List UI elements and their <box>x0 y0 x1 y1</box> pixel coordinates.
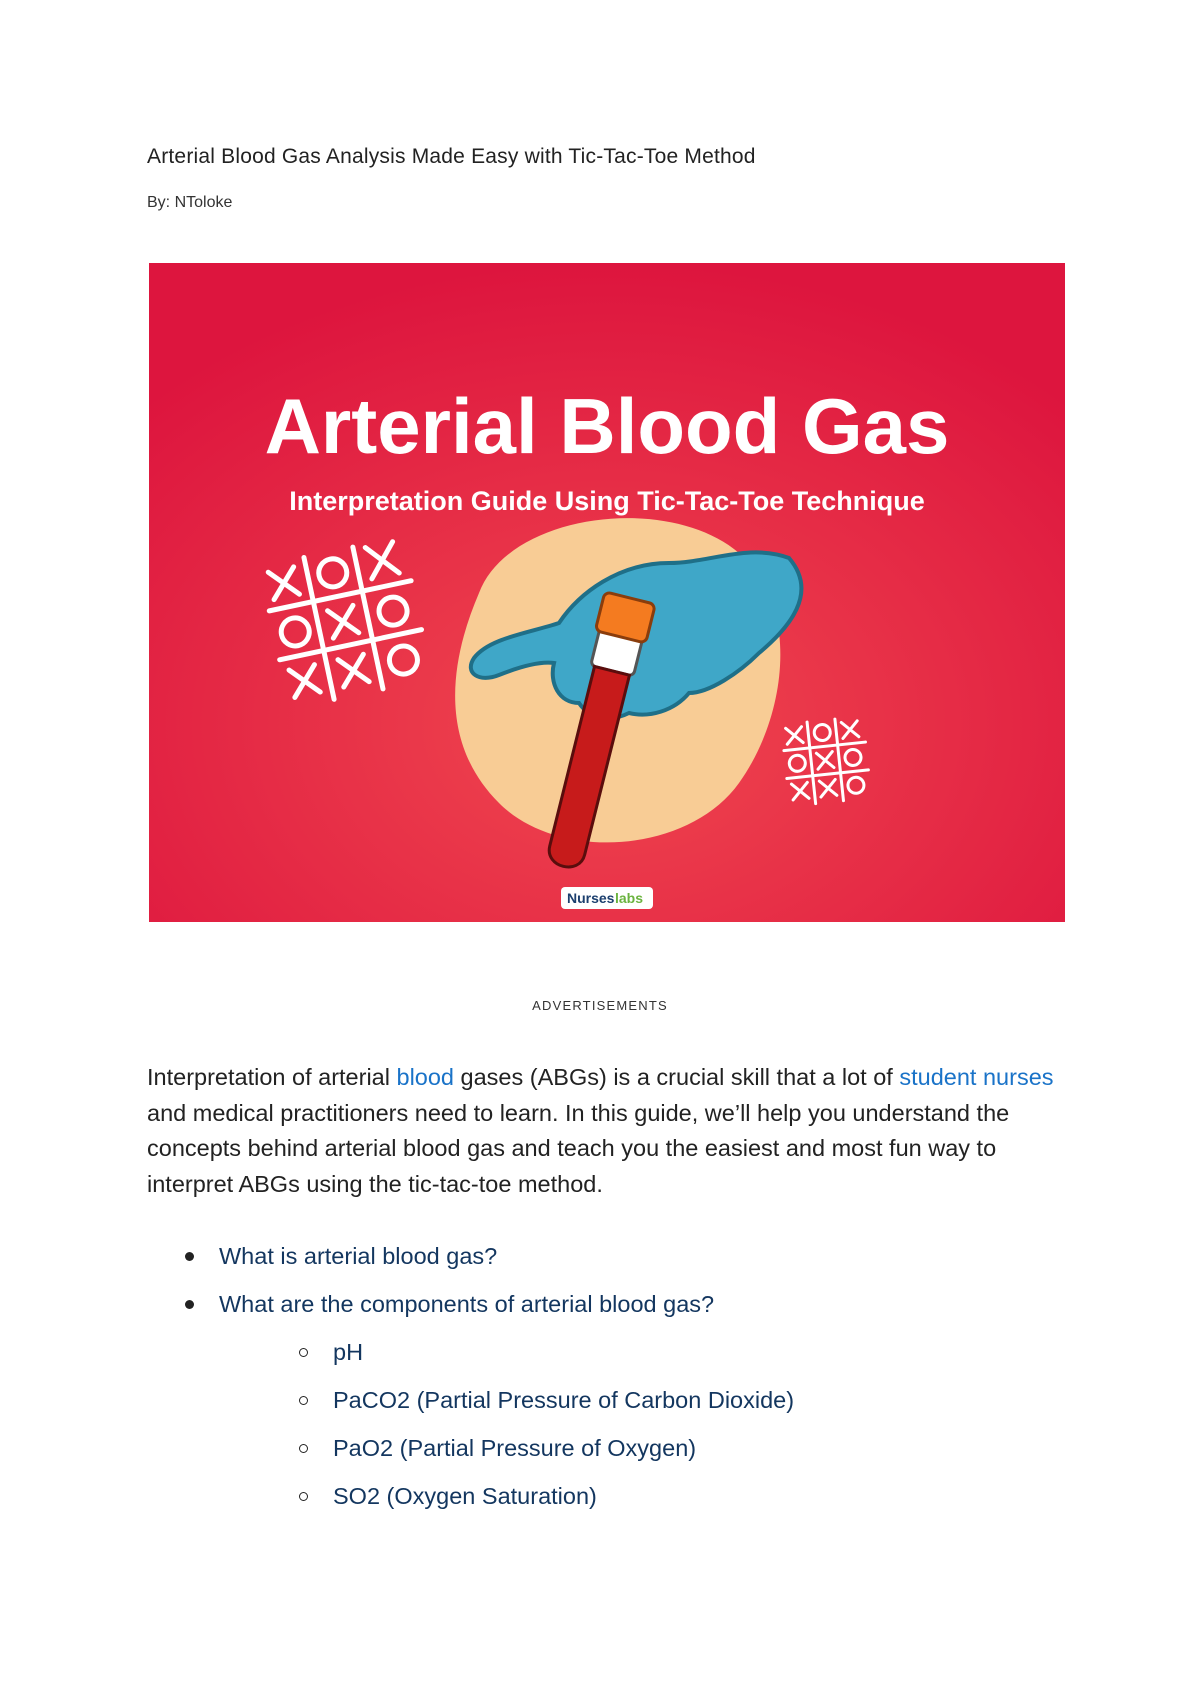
svg-text:labs: labs <box>615 890 644 906</box>
author-byline: By: NToloke <box>147 194 233 211</box>
document-title: Arterial Blood Gas Analysis Made Easy with Tic-Tac-Toe Method <box>147 145 756 168</box>
nurseslabs-logo <box>561 887 653 909</box>
toc-item-what-is-abg[interactable] <box>147 1242 1107 1290</box>
hollow-bullet-icon <box>299 1396 308 1405</box>
hero-image <box>149 263 1065 922</box>
hollow-bullet-icon <box>299 1348 308 1357</box>
toc-subitem-so2[interactable] <box>147 1482 1107 1530</box>
link-student-nurses[interactable]: student nurses <box>899 1064 1054 1090</box>
toc-subitem-ph[interactable] <box>147 1338 1107 1386</box>
table-of-contents <box>147 1242 1107 1530</box>
toc-item-label: What is arterial blood gas? <box>219 1243 498 1269</box>
intro-text-3: and medical practitioners need to learn. In this guide, we’ll help you understand the concepts behind arterial blood gas and teach you the easiest and most fun way to interpret ABGs using the tic-tac-toe method. <box>147 1099 1010 1197</box>
intro-text-2: gases (ABGs) is a crucial skill that a lot of <box>454 1064 900 1090</box>
intro-text-1: Interpretation of arterial <box>147 1064 397 1090</box>
hollow-bullet-icon <box>299 1492 308 1501</box>
hollow-bullet-icon <box>299 1444 308 1453</box>
bullet-icon <box>185 1300 194 1309</box>
toc-item-label: SO2 (Oxygen Saturation) <box>333 1483 597 1509</box>
toc-item-label: PaCO2 (Partial Pressure of Carbon Dioxide) <box>333 1387 795 1413</box>
hero-headline: Arterial Blood Gas <box>264 382 950 470</box>
hero-subheadline: Interpretation Guide Using Tic-Tac-Toe Technique <box>289 486 925 516</box>
svg-text:Nurses: Nurses <box>567 890 615 906</box>
intro-paragraph <box>147 1060 1087 1202</box>
toc-subitem-pao2[interactable] <box>147 1434 1107 1482</box>
link-blood[interactable]: blood <box>396 1064 454 1090</box>
toc-item-label: What are the components of arterial blood gas? <box>219 1291 715 1317</box>
toc-item-label: pH <box>333 1339 364 1365</box>
bullet-icon <box>185 1252 194 1261</box>
toc-item-components[interactable] <box>147 1290 1107 1338</box>
toc-item-label: PaO2 (Partial Pressure of Oxygen) <box>333 1435 697 1461</box>
toc-subitem-paco2[interactable] <box>147 1386 1107 1434</box>
advertisements-label: ADVERTISEMENTS <box>532 998 668 1013</box>
